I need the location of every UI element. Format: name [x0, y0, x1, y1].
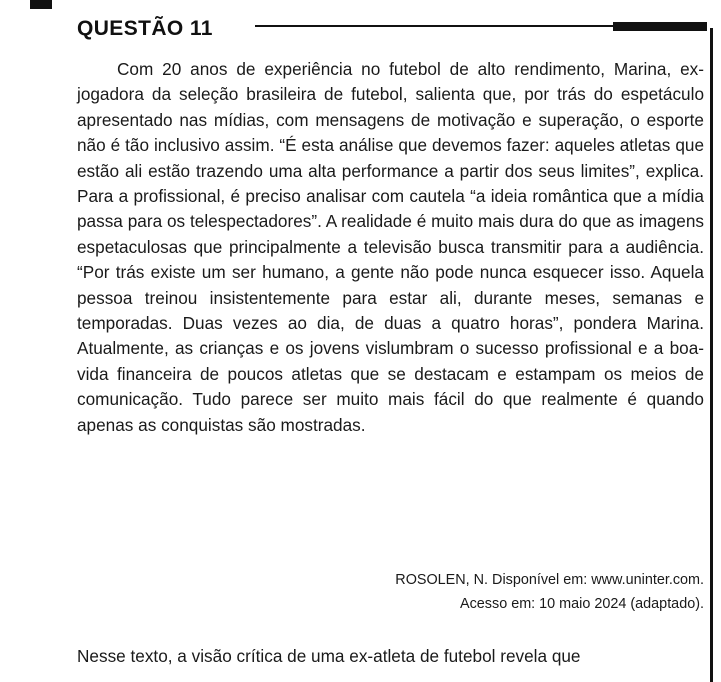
- source-line-2: Acesso em: 10 maio 2024 (adaptado).: [460, 595, 704, 612]
- passage-paragraph: [77, 57, 704, 438]
- question-header: [77, 14, 707, 44]
- passage-text: Com 20 anos de experiência no futebol de alto rendimento, Marina, ex-jogadora da seleção brasileira de futebol, salienta que, por trás do espetáculo apresentado nas mídias, com mensagens de motivação e superação, o esporte não é tão inclusivo assim. “É esta análise que devemos fazer: aqueles atletas que estão ali estão trazendo uma alta performance a partir dos seus limites”, explica. Para a profissional, é preciso analisar com cautela “a ideia romântica que a mídia passa para os telespectadores”. A realidade é muito mais dura do que as imagens espetaculosas que principalmente a televisão busca transmitir para a audiência. “Por trás existe um ser humano, a gente não pode nunca esquecer isso. Aquela pessoa treinou insistentemente para estar ali, durante meses, semanas e temporadas. Duas vezes ao dia, de duas a quatro horas”, pondera Marina. Atualmente, as crianças e os jovens vislumbram o sucesso profissional e a boa-vida financeira de poucos atletas que se destacam e estampam os meios de comunicação. Tudo parece ser muito mais fácil do que realmente é quando apenas as conquistas são mostradas.: [77, 59, 704, 435]
- source-line-1: ROSOLEN, N. Disponível em: www.uninter.com.: [395, 572, 704, 588]
- title-rule: [255, 21, 707, 32]
- source-citation: [395, 569, 704, 616]
- corner-mark: [30, 0, 52, 9]
- page-border-right: [710, 28, 713, 682]
- question-title: QUESTÃO 11: [77, 17, 213, 40]
- question-stem: Nesse texto, a visão crítica de uma ex-atleta de futebol revela que: [77, 646, 581, 666]
- title-rule-bar: [613, 22, 707, 31]
